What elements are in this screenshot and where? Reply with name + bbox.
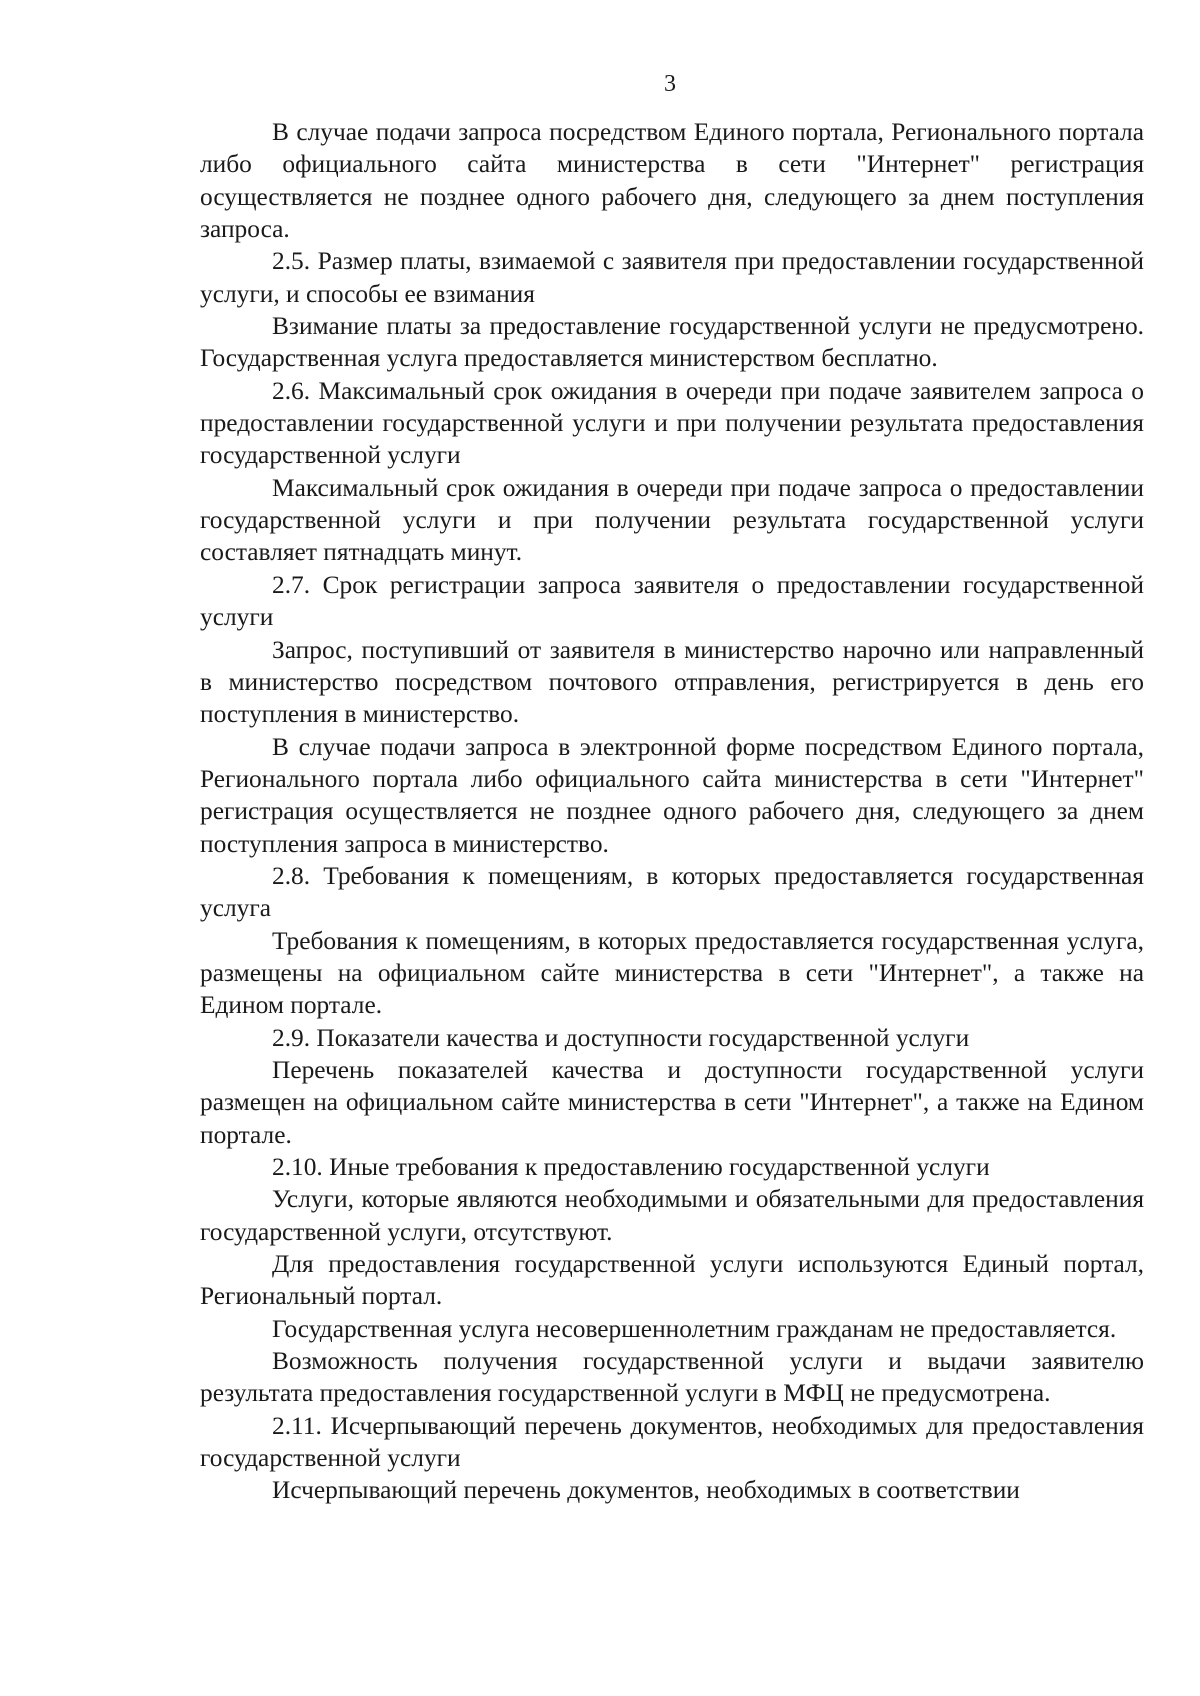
page-number: 3 — [664, 71, 676, 97]
paragraph: В случае подачи запроса в электронной форме посредством Единого портала, Регионального портала либо официального сайта министерства в сети "Интернет" регистрация осуществляется не позднее одного рабочего дня, следующего за днем поступления запроса в министерство. — [200, 732, 1144, 858]
document-body — [200, 116, 1144, 1507]
paragraph: Взимание платы за предоставление государственной услуги не предусмотрено. Государственная услуга предоставляется министерством бесплатно. — [200, 312, 1144, 373]
paragraph: Запрос, поступивший от заявителя в министерство нарочно или направленный в министерство посредством почтового отправления, регистрируется в день его поступления в министерство. — [200, 635, 1144, 729]
paragraph: Государственная услуга несовершеннолетним гражданам не предоставляется. — [272, 1314, 1117, 1343]
paragraph: Услуги, которые являются необходимыми и обязательными для предоставления государственной услуги, отсутствуют. — [200, 1185, 1144, 1246]
paragraph: Максимальный срок ожидания в очереди при подаче запроса о предоставлении государственной услуги и при получении результата государственной услуги составляет пятнадцать минут. — [200, 473, 1144, 567]
section-heading-2-11: 2.11. Исчерпывающий перечень документов, необходимых для предоставления государственной услуги — [200, 1411, 1144, 1473]
paragraph: Для предоставления государственной услуги используются Единый портал, Региональный портал. — [200, 1250, 1144, 1311]
section-heading-2-9: 2.9. Показатели качества и доступности государственной услуги — [272, 1023, 970, 1052]
paragraph: Требования к помещениям, в которых предоставляется государственная услуга, размещены на официальном сайте министерства в сети "Интернет", а также на Едином портале. — [200, 926, 1144, 1020]
paragraph: Исчерпывающий перечень документов, необходимых в соответствии — [272, 1476, 1020, 1505]
section-heading-2-10: 2.10. Иные требования к предоставлению государственной услуги — [272, 1153, 990, 1181]
paragraph: Возможность получения государственной услуги и выдачи заявителю результата предоставления государственной услуги в МФЦ не предусмотрена. — [200, 1347, 1144, 1408]
section-heading-2-6: 2.6. Максимальный срок ожидания в очереди при подаче заявителем запроса о предоставлении государственной услуги и при получении результата предоставления государственной услуги — [200, 376, 1144, 470]
paragraph: В случае подачи запроса посредством Единого портала, Регионального портала либо официального сайта министерства в сети "Интернет" регистрация осуществляется не позднее одного рабочего дня, следующего за днем поступления запроса. — [200, 118, 1144, 244]
paragraph: Перечень показателей качества и доступности государственной услуги размещен на официальном сайте министерства в сети "Интернет", а также на Едином портале. — [200, 1055, 1144, 1149]
section-heading-2-8: 2.8. Требования к помещениям, в которых предоставляется государственная услуга — [200, 861, 1144, 923]
section-heading-2-7: 2.7. Срок регистрации запроса заявителя о предоставлении государственной услуги — [200, 570, 1144, 632]
section-heading-2-5: 2.5. Размер платы, взимаемой с заявителя при предоставлении государственной услуги, и способы ее взимания — [200, 247, 1144, 308]
